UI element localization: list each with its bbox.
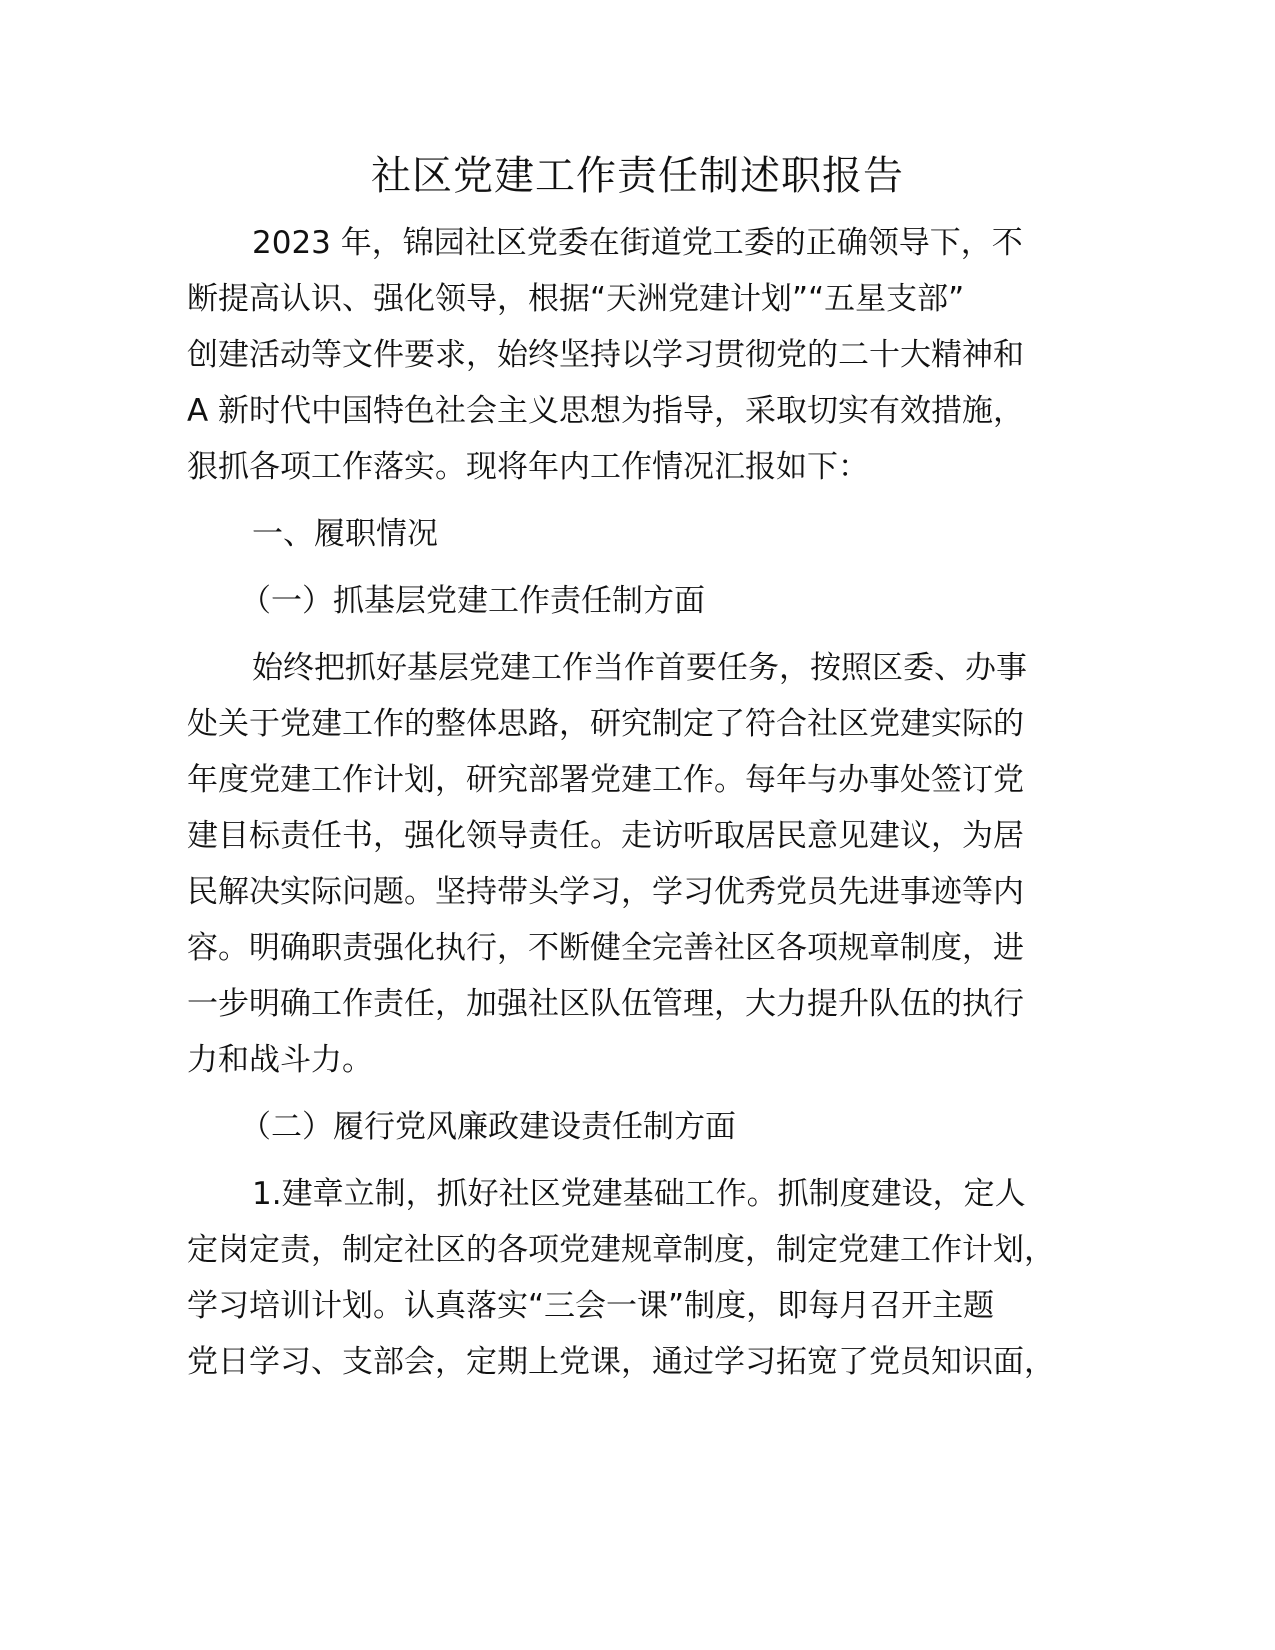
paragraph-line: 2023 年，锦园社区党委在街道党工委的正确领导下，不: [252, 225, 1023, 261]
paragraph-line: 建目标责任书，强化领导责任。走访听取居民意见建议，为居: [187, 818, 1024, 854]
paragraph-line: 1.建章立制，抓好社区党建基础工作。抓制度建设，定人: [252, 1176, 1026, 1212]
document-title: 社区党建工作责任制述职报告: [371, 153, 904, 199]
subsection-heading: （一）抓基层党建工作责任制方面: [240, 583, 705, 619]
paragraph-line: 一步明确工作责任，加强社区队伍管理，大力提升队伍的执行: [187, 986, 1024, 1022]
paragraph-line: 力和战斗力。: [187, 1042, 373, 1078]
section-heading: 一、履职情况: [252, 516, 438, 552]
paragraph-line: 民解决实际问题。坚持带头学习，学习优秀党员先进事迹等内: [187, 874, 1024, 910]
paragraph-line: 狠抓各项工作落实。现将年内工作情况汇报如下：: [187, 449, 869, 485]
paragraph-line: 定岗定责，制定社区的各项党建规章制度，制定党建工作计划，: [187, 1232, 1055, 1268]
paragraph-line: 容。明确职责强化执行，不断健全完善社区各项规章制度，进: [187, 930, 1024, 966]
paragraph-line: 始终把抓好基层党建工作当作首要任务，按照区委、办事: [252, 650, 1027, 686]
paragraph-line: 断提高认识、强化领导，根据“天洲党建计划”“五星支部”: [187, 281, 965, 317]
paragraph-line: 创建活动等文件要求，始终坚持以学习贯彻党的二十大精神和: [187, 337, 1024, 373]
paragraph-line: 年度党建工作计划，研究部署党建工作。每年与办事处签订党: [187, 762, 1024, 798]
paragraph-line: 处关于党建工作的整体思路，研究制定了符合社区党建实际的: [187, 706, 1024, 742]
paragraph-line: A 新时代中国特色社会主义思想为指导，采取切实有效措施，: [187, 393, 1025, 429]
paragraph-line: 学习培训计划。认真落实“三会一课”制度，即每月召开主题: [187, 1288, 995, 1324]
subsection-heading: （二）履行党风廉政建设责任制方面: [240, 1109, 736, 1145]
paragraph-line: 党日学习、支部会，定期上党课，通过学习拓宽了党员知识面，: [187, 1344, 1055, 1380]
